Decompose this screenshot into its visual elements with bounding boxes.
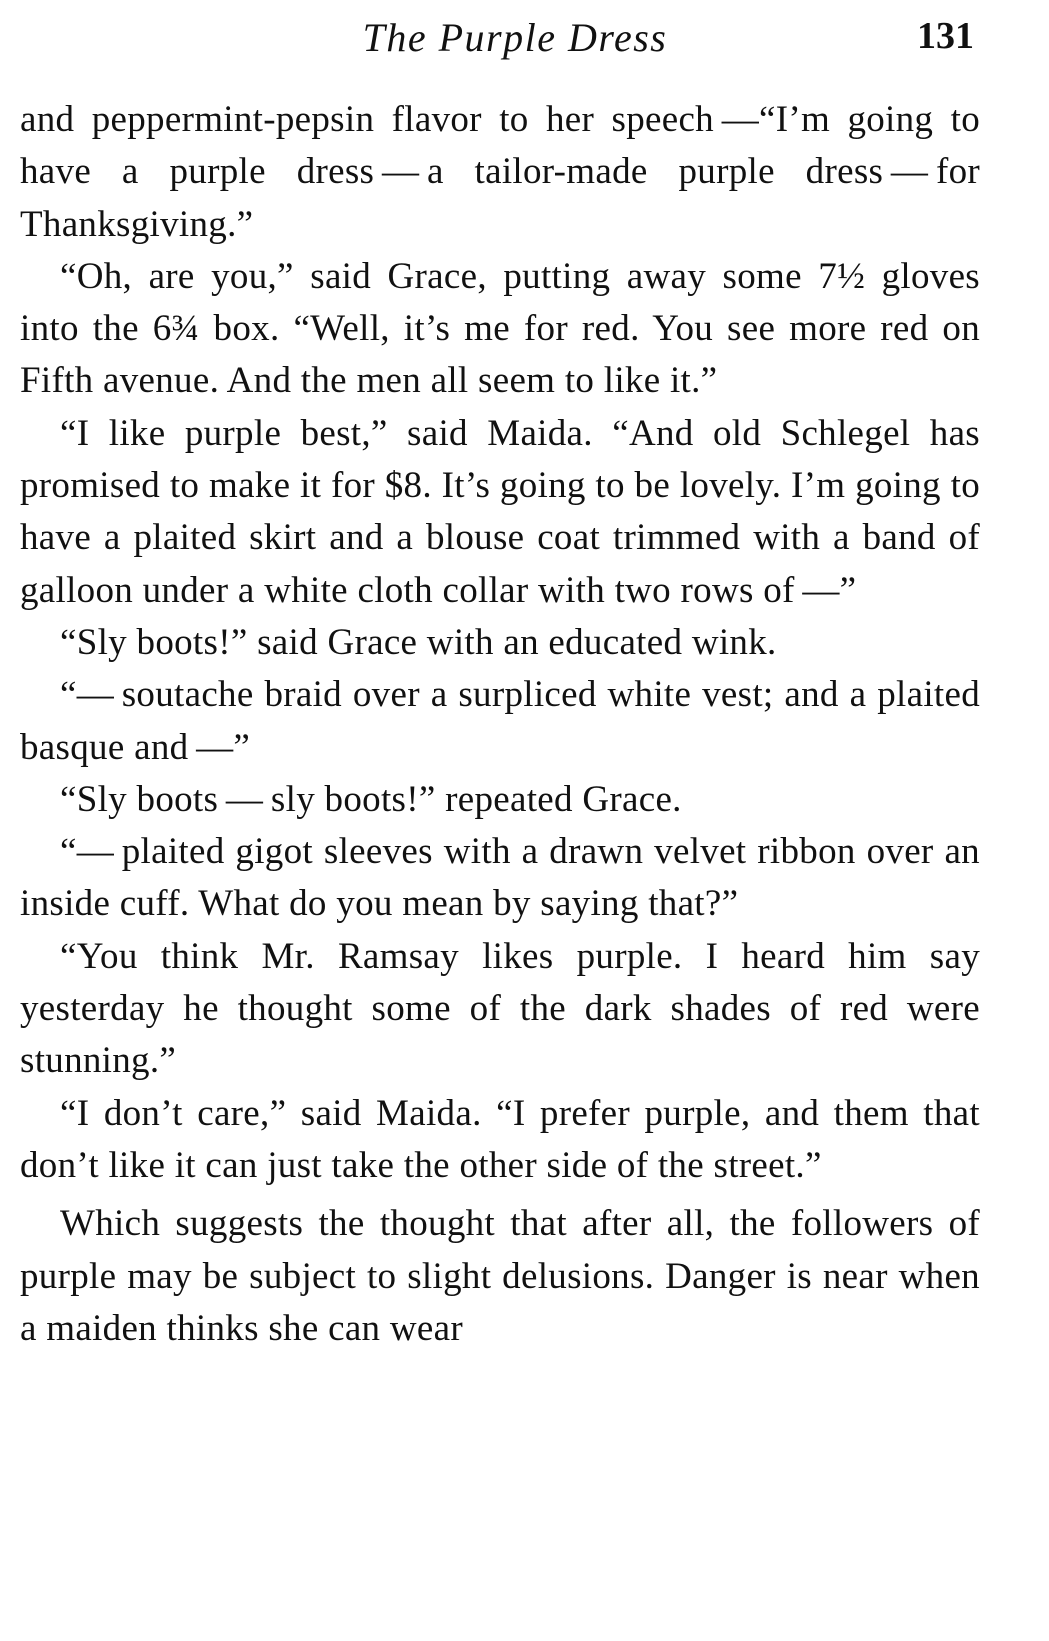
- page-body: [20, 94, 980, 1355]
- paragraph-dont-care: “I don’t care,” said Maida. “I prefer purple, and them that don’t like it can just take the other side of the street.”: [20, 1092, 980, 1186]
- paragraph-ramsay: “You think Mr. Ramsay likes purple. I heard him say yesterday he thought some of the dark shades of red were stunning.”: [20, 935, 980, 1082]
- paragraph-maida-purple: “I like purple best,” said Maida. “And old Schlegel has promised to make it for $8. It’s going to be lovely. I’m going to have a plaited skirt and a blouse coat trimmed with a band of galloon under a white cloth collar with two rows of —”: [20, 412, 980, 611]
- paragraph-continued: and peppermint-pepsin flavor to her speech —“I’m going to have a purple dress — a tailor-made purple dress — for Thanksgiving.”: [20, 99, 980, 245]
- page-number: 131: [917, 15, 974, 57]
- paragraph-gigot-sleeves: “— plaited gigot sleeves with a drawn velvet ribbon over an inside cuff. What do you mean by saying that?”: [20, 831, 980, 925]
- book-page: [20, 14, 980, 1355]
- paragraph-narration: Which suggests the thought that after all, the followers of purple may be subject to slight delusions. Danger is near when a maiden thinks she can wear: [20, 1203, 980, 1349]
- page-header: [20, 14, 980, 72]
- paragraph-soutache: “— soutache braid over a surpliced white vest; and a plaited basque and —”: [20, 674, 980, 768]
- paragraph-sly-boots-repeated: “Sly boots — sly boots!” repeated Grace.: [60, 778, 682, 820]
- running-title: The Purple Dress: [362, 15, 668, 60]
- paragraph-sly-boots: “Sly boots!” said Grace with an educated wink.: [60, 621, 777, 663]
- paragraph-grace-red: “Oh, are you,” said Grace, putting away some 7½ gloves into the 6¾ box. “Well, it’s me for red. You see more red on Fifth avenue. And the men all seem to like it.”: [20, 255, 980, 402]
